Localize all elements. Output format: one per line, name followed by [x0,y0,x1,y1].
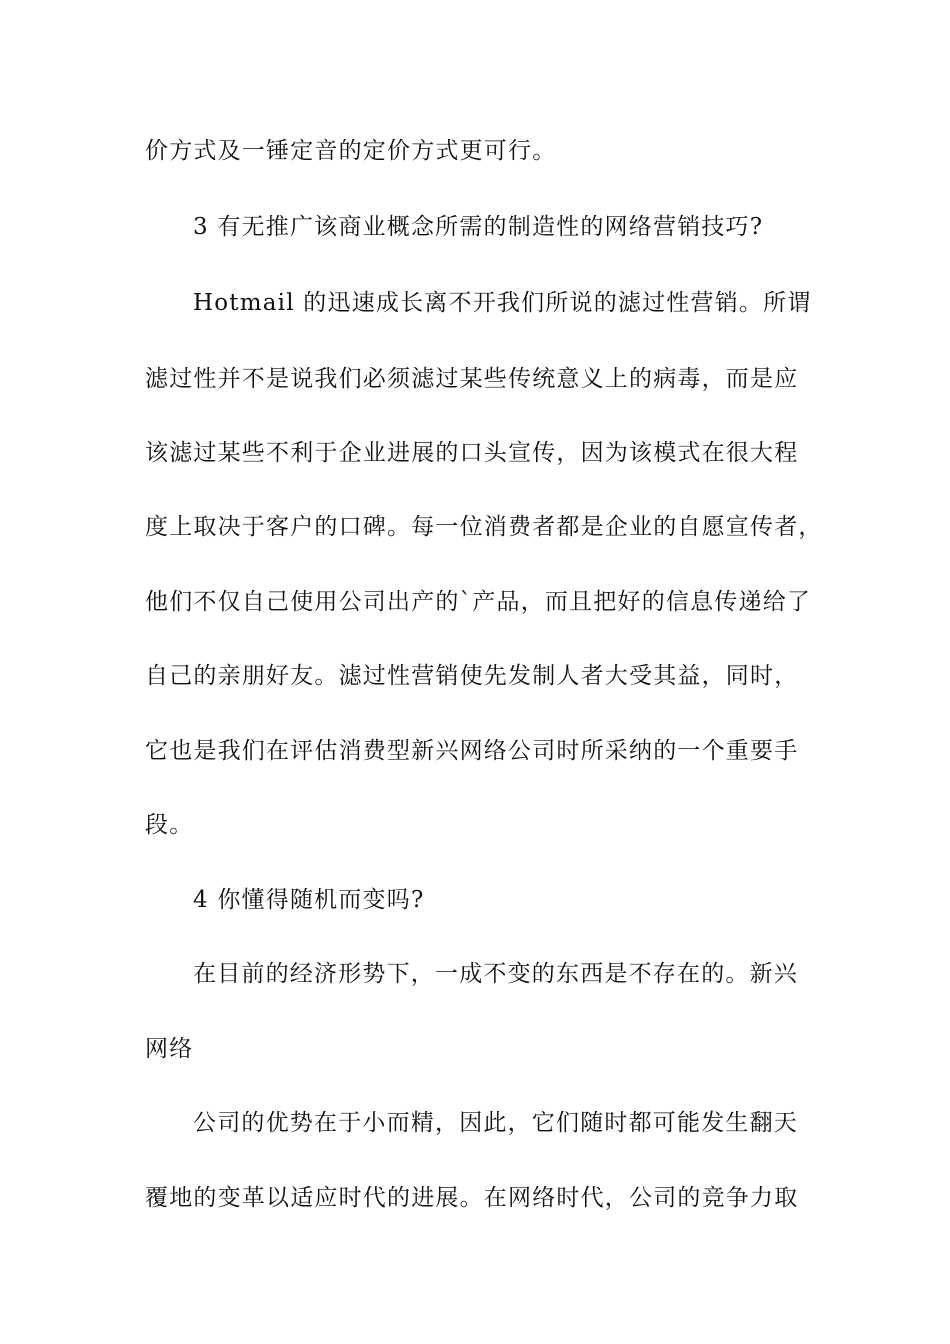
paragraph-line: 价方式及一锤定音的定价方式更可行。 [145,138,557,164]
paragraph-line: Hotmail 的迅速成长离不开我们所说的滤过性营销。所谓 [193,290,812,316]
paragraph-line: 在目前的经济形势下，一成不变的东西是不存在的。新兴 [193,961,798,987]
paragraph-line: 覆地的变革以适应时代的进展。在网络时代，公司的竞争力取 [145,1185,799,1211]
paragraph-line: 公司的优势在于小而精，因此，它们随时都可能发生翻天 [193,1110,798,1136]
paragraph-line: 他们不仅自己使用公司出产的`产品，而且把好的信息传递给了 [145,589,812,615]
section-heading: 3 有无推广该商业概念所需的制造性的网络营销技巧? [193,214,764,240]
section-heading: 4 你懂得随机而变吗? [193,887,425,913]
paragraph-line: 它也是我们在评估消费型新兴网络公司时所采纳的一个重要手 [145,738,799,764]
paragraph-line: 度上取决于客户的口碑。每一位消费者都是企业的自愿宣传者， [145,514,823,540]
paragraph-line: 段。 [145,812,194,838]
paragraph-line: 该滤过某些不利于企业进展的口头宣传，因为该模式在很大程 [145,440,799,466]
paragraph-line: 网络 [145,1036,194,1062]
paragraph-line: 滤过性并不是说我们必须滤过某些传统意义上的病毒，而是应 [145,366,799,392]
paragraph-line: 自己的亲朋好友。滤过性营销使先发制人者大受其益，同时， [145,663,799,689]
